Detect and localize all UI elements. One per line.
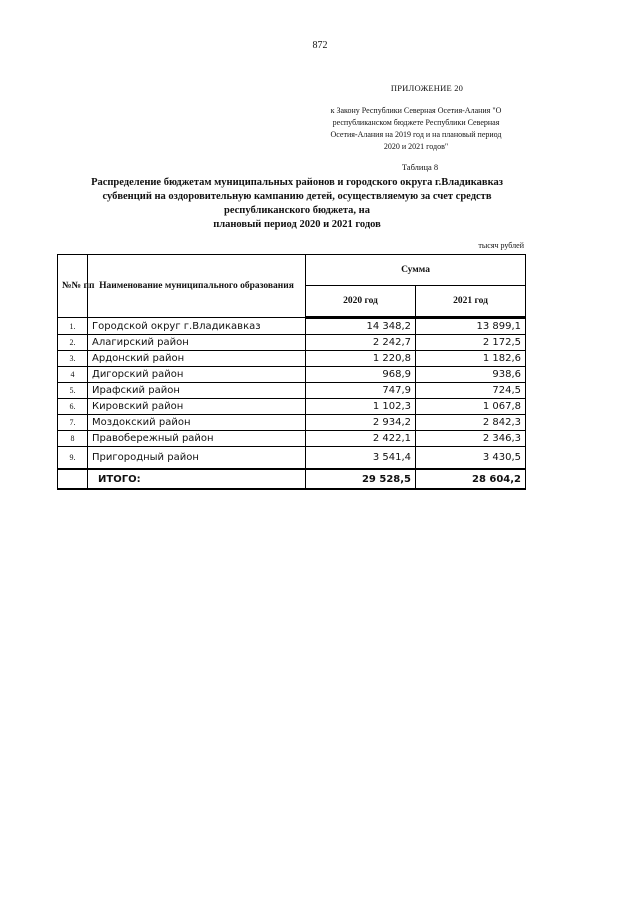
law-reference-line: республиканском бюджете Республики Северная — [332, 118, 500, 127]
law-reference-line: к Закону Республики Северная Осетия-Алания "О — [330, 106, 502, 115]
total-label: ИТОГО: — [88, 469, 306, 489]
value-2020: 2 934,2 — [306, 415, 416, 431]
value-2020: 3 541,4 — [306, 447, 416, 470]
row-number: 6. — [58, 399, 88, 415]
value-2021: 1 182,6 — [416, 351, 526, 367]
row-number: 5. — [58, 383, 88, 399]
table-row — [58, 415, 526, 431]
value-2020: 1 102,3 — [306, 399, 416, 415]
row-number: 2. — [58, 335, 88, 351]
total-2021: 28 604,2 — [416, 469, 526, 489]
header-sum: Сумма — [306, 255, 526, 286]
header-year-2020: 2020 год — [306, 286, 416, 318]
value-2021: 2 842,3 — [416, 415, 526, 431]
row-number: 4 — [58, 367, 88, 383]
table-row — [58, 447, 526, 470]
subvention-table — [57, 254, 526, 490]
row-number: 9. — [58, 447, 88, 470]
row-number: 3. — [58, 351, 88, 367]
table-row — [58, 399, 526, 415]
value-2020: 968,9 — [306, 367, 416, 383]
table-row — [58, 335, 526, 351]
title-line: субвенций на оздоровительную кампанию детей, осуществляемую за счет средств — [102, 191, 492, 202]
municipality-name: Пригородный район — [88, 447, 306, 470]
law-reference-line: 2020 и 2021 годов" — [383, 142, 449, 151]
value-2021: 2 346,3 — [416, 431, 526, 447]
appendix-title: ПРИЛОЖЕНИЕ 20 — [390, 83, 464, 93]
value-2021: 1 067,8 — [416, 399, 526, 415]
table-row — [58, 367, 526, 383]
value-2021: 938,6 — [416, 367, 526, 383]
value-2021: 13 899,1 — [416, 318, 526, 335]
table-row — [58, 383, 526, 399]
municipality-name: Алагирский район — [88, 335, 306, 351]
table-row — [58, 351, 526, 367]
value-2020: 2 242,7 — [306, 335, 416, 351]
header-name: Наименование муниципального образования — [88, 255, 306, 318]
law-reference-line: Осетия-Алания на 2019 год и на плановый период — [330, 130, 502, 139]
title-line: республиканского бюджета, на — [224, 205, 370, 216]
header-number: №№ пп — [58, 255, 88, 318]
value-2020: 2 422,1 — [306, 431, 416, 447]
municipality-name: Кировский район — [88, 399, 306, 415]
title-line: плановый период 2020 и 2021 годов — [213, 219, 381, 230]
total-2020: 29 528,5 — [306, 469, 416, 489]
page-number: 872 — [312, 40, 328, 51]
municipality-name: Дигорский район — [88, 367, 306, 383]
row-number: 1. — [58, 318, 88, 335]
value-2020: 14 348,2 — [306, 318, 416, 335]
value-2021: 2 172,5 — [416, 335, 526, 351]
municipality-name: Моздокский район — [88, 415, 306, 431]
law-reference — [300, 105, 532, 153]
table-row — [58, 318, 526, 335]
value-2020: 747,9 — [306, 383, 416, 399]
document-title — [62, 176, 532, 232]
row-number: 8 — [58, 431, 88, 447]
value-2021: 724,5 — [416, 383, 526, 399]
municipality-name: Городской округ г.Владикавказ — [88, 318, 306, 335]
municipality-name: Ирафский район — [88, 383, 306, 399]
municipality-name: Ардонский район — [88, 351, 306, 367]
header-year-2021: 2021 год — [416, 286, 526, 318]
table-label: Таблица 8 — [401, 162, 439, 172]
value-2021: 3 430,5 — [416, 447, 526, 470]
table-row — [58, 431, 526, 447]
municipality-name: Правобережный район — [88, 431, 306, 447]
title-line: Распределение бюджетам муниципальных районов и городского округа г.Владикавказ — [91, 177, 503, 188]
units-label: тысяч рублей — [478, 241, 524, 250]
value-2020: 1 220,8 — [306, 351, 416, 367]
total-row — [58, 469, 526, 489]
total-number-cell — [58, 469, 88, 489]
table-header-row — [58, 255, 526, 286]
row-number: 7. — [58, 415, 88, 431]
